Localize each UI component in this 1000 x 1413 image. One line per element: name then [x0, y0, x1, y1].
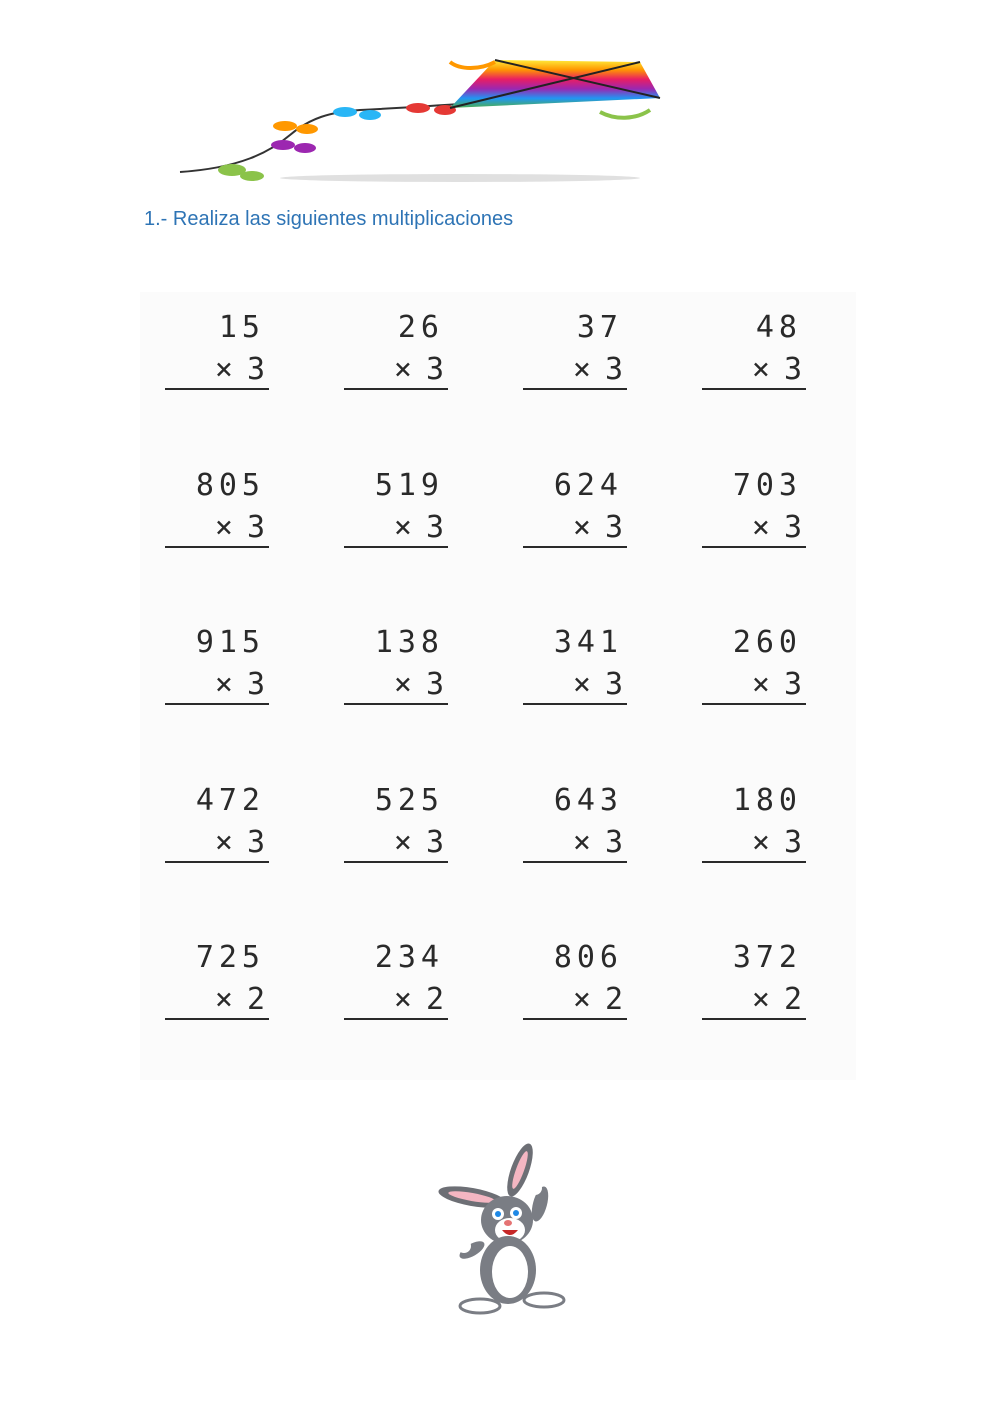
multiplicand: 519 — [374, 467, 444, 503]
multiplicand: 643 — [553, 782, 623, 818]
multiplier-row — [752, 352, 802, 387]
multiplier-row — [752, 982, 802, 1017]
multiplication-problem — [319, 292, 498, 450]
multiplier-row — [215, 510, 265, 545]
answer-line — [165, 861, 269, 863]
times-sign: × — [751, 509, 770, 545]
multiplier-row — [573, 982, 623, 1017]
multiplier-row — [394, 982, 444, 1017]
times-sign: × — [572, 824, 591, 860]
times-sign: × — [214, 824, 233, 860]
multiplication-problem — [677, 292, 856, 450]
multiplication-problem — [677, 922, 856, 1080]
answer-line — [344, 861, 448, 863]
multiplier: 3 — [783, 352, 802, 387]
multiplier-row — [215, 352, 265, 387]
answer-line — [344, 1018, 448, 1020]
multiplier: 3 — [604, 509, 623, 545]
multiplier: 3 — [246, 667, 265, 703]
times-sign: × — [751, 982, 770, 1018]
multiplication-problem — [498, 450, 677, 608]
multiplication-problem — [140, 922, 319, 1080]
multiplicand: 472 — [195, 782, 265, 818]
answer-line — [344, 388, 448, 390]
multiplication-problem — [498, 922, 677, 1080]
multiplier: 3 — [783, 509, 802, 545]
answer-line — [523, 388, 627, 390]
answer-line — [702, 861, 806, 863]
times-sign: × — [751, 667, 770, 703]
answer-line — [344, 703, 448, 705]
times-sign: × — [572, 982, 591, 1018]
times-sign: × — [214, 352, 233, 387]
multiplication-grid — [140, 292, 856, 1080]
multiplier: 3 — [246, 352, 265, 387]
multiplier-row — [215, 667, 265, 702]
multiplication-problem — [140, 450, 319, 608]
kite-illustration — [160, 40, 720, 190]
multiplier: 2 — [783, 982, 802, 1018]
multiplication-problem — [319, 450, 498, 608]
answer-line — [165, 1018, 269, 1020]
answer-line — [344, 546, 448, 548]
multiplication-problem — [319, 765, 498, 923]
answer-line — [523, 1018, 627, 1020]
multiplicand: 37 — [576, 310, 623, 345]
times-sign: × — [393, 509, 412, 545]
multiplier-row — [215, 825, 265, 860]
bunny-illustration — [432, 1142, 582, 1320]
multiplicand: 26 — [397, 310, 444, 345]
answer-line — [165, 546, 269, 548]
multiplicand: 525 — [374, 782, 444, 818]
multiplication-problem — [498, 765, 677, 923]
multiplicand: 180 — [732, 782, 802, 818]
multiplier: 3 — [604, 352, 623, 387]
times-sign: × — [572, 352, 591, 387]
multiplicand: 15 — [218, 310, 265, 345]
multiplication-problem — [319, 607, 498, 765]
times-sign: × — [751, 824, 770, 860]
multiplication-problem — [319, 922, 498, 1080]
multiplier-row — [573, 510, 623, 545]
times-sign: × — [393, 667, 412, 703]
multiplier: 3 — [425, 352, 444, 387]
multiplier-row — [394, 510, 444, 545]
multiplier: 3 — [783, 667, 802, 703]
multiplier: 3 — [246, 509, 265, 545]
answer-line — [702, 703, 806, 705]
multiplicand: 234 — [374, 940, 444, 976]
multiplier: 3 — [425, 667, 444, 703]
multiplier: 3 — [604, 824, 623, 860]
multiplicand: 725 — [195, 940, 265, 976]
times-sign: × — [393, 352, 412, 387]
multiplication-problem — [498, 607, 677, 765]
multiplicand: 48 — [755, 310, 802, 345]
multiplier-row — [752, 667, 802, 702]
multiplier: 2 — [604, 982, 623, 1018]
multiplier: 3 — [783, 824, 802, 860]
multiplier: 3 — [604, 667, 623, 703]
multiplication-problem — [140, 607, 319, 765]
multiplication-problem — [140, 292, 319, 450]
multiplier-row — [215, 982, 265, 1017]
multiplication-problem — [140, 765, 319, 923]
answer-line — [702, 1018, 806, 1020]
times-sign: × — [393, 824, 412, 860]
answer-line — [165, 703, 269, 705]
multiplicand: 915 — [195, 625, 265, 661]
multiplication-problem — [677, 765, 856, 923]
multiplicand: 138 — [374, 625, 444, 661]
multiplicand: 624 — [553, 467, 623, 503]
times-sign: × — [572, 509, 591, 545]
answer-line — [165, 388, 269, 390]
multiplicand: 806 — [553, 940, 623, 976]
answer-line — [702, 388, 806, 390]
multiplication-problem — [498, 292, 677, 450]
multiplier-row — [573, 667, 623, 702]
multiplication-problem — [677, 450, 856, 608]
times-sign: × — [214, 982, 233, 1018]
multiplier-row — [752, 510, 802, 545]
instruction-text: 1.- Realiza las siguientes multiplicaciones — [144, 208, 514, 230]
multiplier: 3 — [425, 509, 444, 545]
multiplier: 3 — [425, 824, 444, 860]
multiplicand: 341 — [553, 625, 623, 661]
answer-line — [523, 861, 627, 863]
multiplier-row — [394, 352, 444, 387]
multiplicand: 805 — [195, 467, 265, 503]
answer-line — [523, 703, 627, 705]
multiplier-row — [752, 825, 802, 860]
multiplicand: 260 — [732, 625, 802, 661]
multiplier: 2 — [425, 982, 444, 1018]
multiplier: 3 — [246, 824, 265, 860]
times-sign: × — [393, 982, 412, 1018]
multiplier-row — [394, 667, 444, 702]
times-sign: × — [572, 667, 591, 703]
multiplication-problem — [677, 607, 856, 765]
multiplicand: 372 — [732, 940, 802, 976]
multiplier-row — [573, 825, 623, 860]
times-sign: × — [214, 667, 233, 703]
answer-line — [702, 546, 806, 548]
multiplier: 2 — [246, 982, 265, 1018]
multiplicand: 703 — [732, 467, 802, 503]
times-sign: × — [751, 352, 770, 387]
multiplier-row — [394, 825, 444, 860]
multiplier-row — [573, 352, 623, 387]
times-sign: × — [214, 509, 233, 545]
answer-line — [523, 546, 627, 548]
